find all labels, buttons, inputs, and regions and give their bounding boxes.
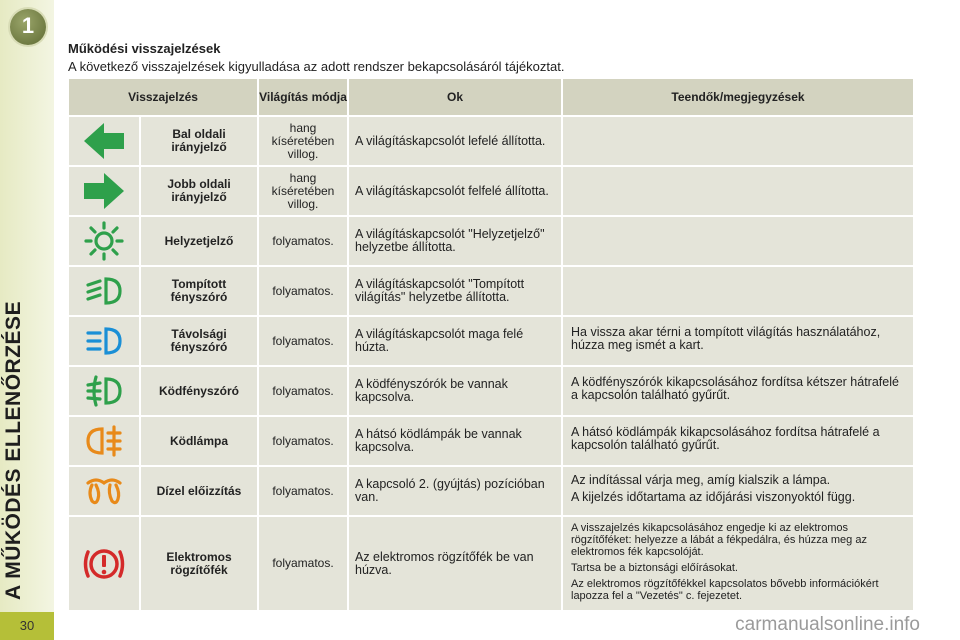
electric-parking-brake-icon xyxy=(82,544,126,584)
indicator-name: Ködfényszóró xyxy=(141,367,259,417)
cause-text: A ködfényszórók be vannak kapcsolva. xyxy=(349,367,563,417)
cause-text: A világításkapcsolót felfelé állította. xyxy=(349,167,563,217)
lighting-mode: hang kíséretében villog. xyxy=(259,117,349,167)
lighting-mode: folyamatos. xyxy=(259,517,349,612)
dipped-beam-icon xyxy=(82,271,126,311)
lighting-mode: folyamatos. xyxy=(259,267,349,317)
indicator-table xyxy=(69,79,915,612)
notes-cell xyxy=(563,367,915,417)
lighting-mode: folyamatos. xyxy=(259,467,349,517)
lighting-mode: folyamatos. xyxy=(259,417,349,467)
table-row xyxy=(69,367,915,417)
cause-text: A kapcsoló 2. (gyújtás) pozícióban van. xyxy=(349,467,563,517)
note-text: Ha vissza akar térni a tompított világítás használatához, húzza meg ismét a kart. xyxy=(571,325,881,352)
indicator-name: Távolsági fényszóró xyxy=(141,317,259,367)
indicator-name: Bal oldali irányjelző xyxy=(141,117,259,167)
table-row xyxy=(69,267,915,317)
rear-fog-icon xyxy=(82,421,126,461)
lighting-mode: hang kíséretében villog. xyxy=(259,167,349,217)
table-row xyxy=(69,167,915,217)
right-turn-arrow-icon xyxy=(82,171,126,211)
table-row xyxy=(69,217,915,267)
notes-cell xyxy=(563,167,915,217)
cause-text: A világításkapcsolót "Tompított világítás" helyzetbe állította. xyxy=(349,267,563,317)
note-text: A ködfényszórók kikapcsolásához fordítsa kétszer hátrafelé a kapcsolón található gyűrűt. xyxy=(571,375,899,402)
note-text: A visszajelzés kikapcsolásához engedje ki az elektromos rögzítőféket: helyezze a lábát a fékpedálra, és húzza meg az elektromos fék kapcsolóját. xyxy=(571,521,867,558)
header-notes: Teendők/megjegyzések xyxy=(563,79,915,117)
chapter-number: 1 xyxy=(21,13,35,38)
page-number: 30 xyxy=(0,612,54,640)
sidelight-icon xyxy=(82,221,126,261)
notes-cell xyxy=(563,517,915,612)
watermark: carmanualsonline.info xyxy=(735,614,920,635)
header-cause: Ok xyxy=(349,79,563,117)
table-row xyxy=(69,417,915,467)
header-indicator: Visszajelzés xyxy=(69,79,259,117)
indicator-name: Elektromos rögzítőfék xyxy=(141,517,259,612)
chapter-badge xyxy=(10,9,46,45)
header-mode: Világítás módja xyxy=(259,79,349,117)
indicator-name: Tompított fényszóró xyxy=(141,267,259,317)
section-heading: Működési visszajelzések xyxy=(68,41,221,56)
table-row xyxy=(69,317,915,367)
indicator-name: Helyzetjelző xyxy=(141,217,259,267)
cause-text: A világításkapcsolót maga felé húzta. xyxy=(349,317,563,367)
notes-cell xyxy=(563,267,915,317)
notes-cell xyxy=(563,217,915,267)
chapter-title: A MŰKÖDÉS ELLENŐRZÉSE xyxy=(2,300,25,600)
glow-plug-icon xyxy=(82,471,126,511)
table-row xyxy=(69,467,915,517)
note-text: A hátsó ködlámpák kikapcsolásához fordítsa hátrafelé a kapcsolón található gyűrűt. xyxy=(571,425,880,452)
lighting-mode: folyamatos. xyxy=(259,317,349,367)
notes-cell xyxy=(563,117,915,167)
cause-text: A világításkapcsolót "Helyzetjelző" helyzetbe állította. xyxy=(349,217,563,267)
note-text: Tartsa be a biztonsági előírásokat. xyxy=(571,561,738,574)
table-row xyxy=(69,517,915,612)
note-text: A kijelzés időtartama az időjárási viszonyoktól függ. xyxy=(571,490,856,504)
indicator-name: Ködlámpa xyxy=(141,417,259,467)
front-fog-icon xyxy=(82,371,126,411)
left-turn-arrow-icon xyxy=(82,121,126,161)
cause-text: A világításkapcsolót lefelé állította. xyxy=(349,117,563,167)
main-beam-icon xyxy=(82,321,126,361)
intro-text: A következő visszajelzések kigyulladása az adott rendszer bekapcsolásáról tájékoztat. xyxy=(68,59,565,74)
notes-cell xyxy=(563,317,915,367)
chapter-sidebar xyxy=(0,0,54,640)
notes-cell xyxy=(563,417,915,467)
lighting-mode: folyamatos. xyxy=(259,217,349,267)
lighting-mode: folyamatos. xyxy=(259,367,349,417)
table-row xyxy=(69,117,915,167)
indicator-name: Dízel előizzítás xyxy=(141,467,259,517)
cause-text: Az elektromos rögzítőfék be van húzva. xyxy=(349,517,563,612)
note-text: Az indítással várja meg, amíg kialszik a lámpa. xyxy=(571,473,831,487)
table-header-row xyxy=(69,79,915,117)
indicator-name: Jobb oldali irányjelző xyxy=(141,167,259,217)
note-text: Az elektromos rögzítőfékkel kapcsolatos bővebb információkért lapozza fel a "Vezetés" c. fejezetet. xyxy=(571,577,879,602)
cause-text: A hátsó ködlámpák be vannak kapcsolva. xyxy=(349,417,563,467)
notes-cell xyxy=(563,467,915,517)
